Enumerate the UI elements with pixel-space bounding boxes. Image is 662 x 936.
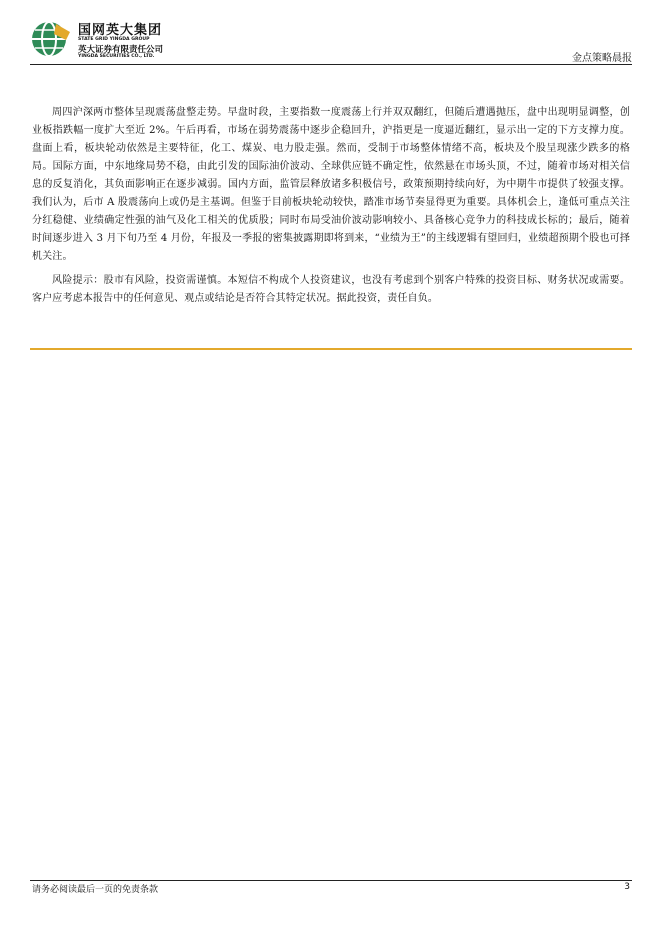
company-logo xyxy=(30,16,210,62)
header-divider xyxy=(30,64,632,65)
globe-logo-icon xyxy=(30,18,72,60)
section-divider xyxy=(30,348,632,350)
subsidiary-name-en: YINGDA SECURITIES CO., LTD. xyxy=(78,54,155,59)
company-name-cn: 国网英大集团 xyxy=(78,23,163,38)
market-commentary-paragraph: 周四沪深两市整体呈现震荡盘整走势。早盘时段，主要指数一度震荡上行并双双翻红，但随后遭遇抛压，盘中出现明显调整，创业板指跌幅一度扩大至近 2%。午后再看，市场在弱势震荡中逐步企稳回升，沪指更是一度逼近翻红，显示出一定的下方支撑力度。盘面上看，板块轮动依然是主要特征，化工、煤炭、电力股走强。然而，受制于市场整体情绪不高，板块及个股呈现涨少跌多的格局。国际方面，中东地缘局势不稳，由此引发的国际油价波动、全球供应链不确定性，依然悬在市场头顶，不过，随着市场对相关信息的反复消化，其负面影响正在逐步减弱。国内方面，监管层释放诸多积极信号，政策预期持续向好，为中期牛市提供了较强支撑。我们认为，后市 A 股震荡向上或仍是主基调。但鉴于目前板块轮动较快，踏准市场节奏显得更为重要。具体机会上，逢低可重点关注分红稳健、业绩确定性强的油气及化工相关的优质股；同时布局受油价波动影响较小、具备核心竞争力的科技成长标的；最后，随着时间逐步进入 3 月下旬乃至 4 月份，年报及一季报的密集披露期即将到来，“业绩为王”的主线逻辑有望回归，业绩超预期个股也可择机关注。 xyxy=(32,107,630,262)
page-number: 3 xyxy=(624,882,630,892)
page-header xyxy=(30,16,632,64)
disclaimer-note: 请务必阅读最后一页的免责条款 xyxy=(32,885,159,895)
report-title: 金点策略晨报 xyxy=(572,53,632,64)
report-body xyxy=(32,104,630,314)
footer-divider xyxy=(30,880,632,881)
risk-warning-paragraph: 风险提示：股市有风险，投资需谨慎。本短信不构成个人投资建议，也没有考虑到个别客户特殊的投资目标、财务状况或需要。客户应考虑本报告中的任何意见、观点或结论是否符合其特定状况。据此投资，责任自负。 xyxy=(32,275,630,304)
subsidiary-name-cn: 英大证券有限责任公司 xyxy=(78,45,164,55)
company-name-en: STATE GRID YINGDA GROUP xyxy=(78,37,150,42)
